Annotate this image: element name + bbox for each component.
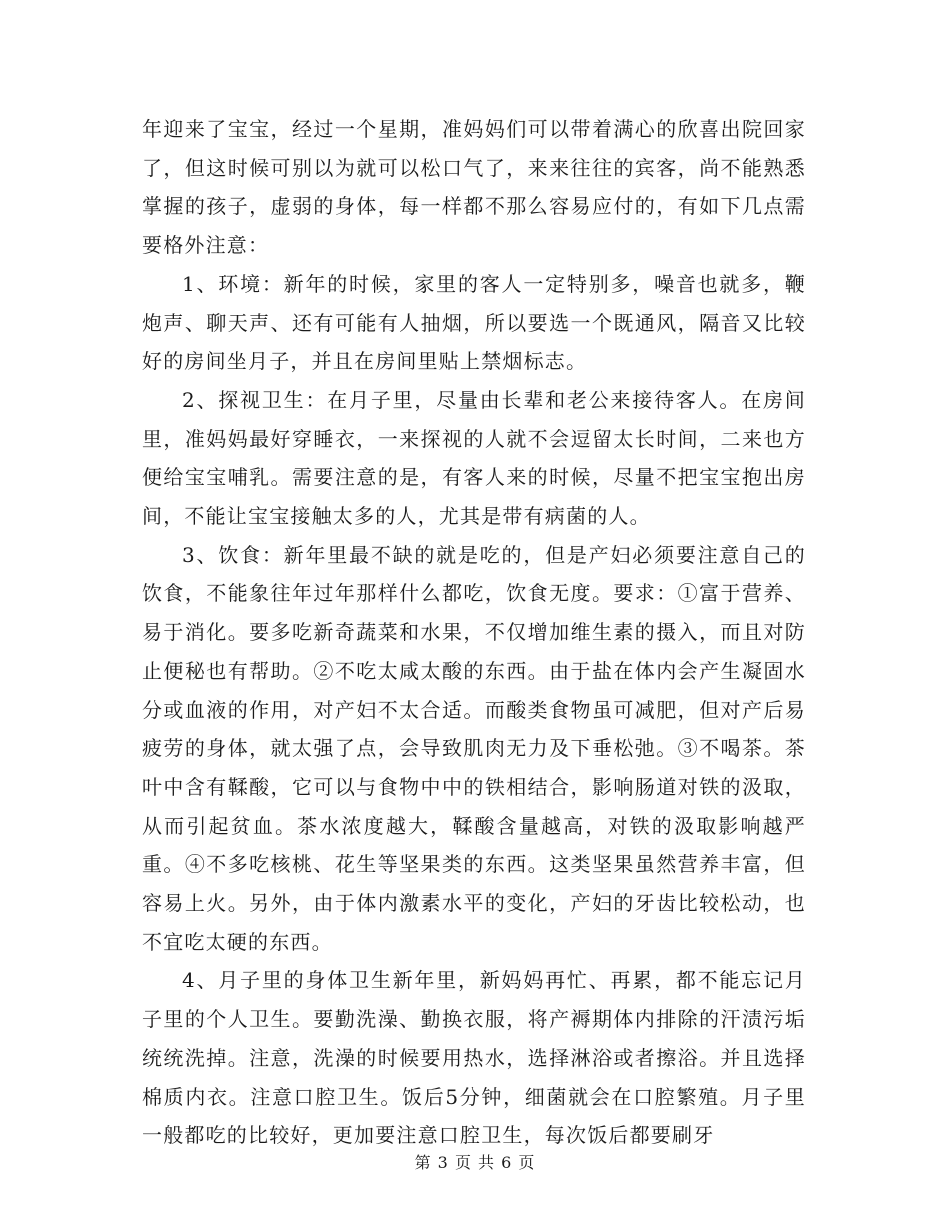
paragraph-diet: 3、饮食：新年里最不缺的就是吃的，但是产妇必须要注意自己的饮食，不能象往年过年那样什么都吃，饮食无度。要求：①富于营养、易于消化。要多吃新奇蔬菜和水果，不仅增加维生素的摄入，而且对防止便秘也有帮助。②不吃太咸太酸的东西。由于盐在体内会产生凝固水分或血液的作用，对产妇不太合适。而酸类食物虽可减肥，但对产后易疲劳的身体，就太强了点，会导致肌肉无力及下垂松弛。③不喝茶。茶叶中含有鞣酸，它可以与食物中中的铁相结合，影响肠道对铁的汲取，从而引起贫血。茶水浓度越大，鞣酸含量越高，对铁的汲取影响越严重。④不多吃核桃、花生等坚果类的东西。这类坚果虽然营养丰富，但容易上火。另外，由于体内激素水平的变化，产妇的牙齿比较松动，也不宜吃太硬的东西。 [142,542,806,954]
paragraph-visit-hygiene: 2、探视卫生：在月子里，尽量由长辈和老公来接待客人。在房间里，准妈妈最好穿睡衣，一来探视的人就不会逗留太长时间，二来也方便给宝宝哺乳。需要注意的是，有客人来的时候，尽量不把宝宝抱出房间，不能让宝宝接触太多的人，尤其是带有病菌的人。 [142,387,806,529]
page-number-label: 第 3 页 共 6 页 [414,1153,536,1172]
page-footer [0,1150,950,1173]
document-body [142,110,806,1155]
paragraph-environment: 1、环境：新年的时候，家里的客人一定特别多，噪音也就多，鞭炮声、聊天声、还有可能有人抽烟，所以要选一个既通风，隔音又比较好的房间坐月子，并且在房间里贴上禁烟标志。 [142,271,806,374]
paragraph-body-hygiene: 4、月子里的身体卫生新年里，新妈妈再忙、再累，都不能忘记月子里的个人卫生。要勤洗澡、勤换衣服，将产褥期体内排除的汗渍污垢统统洗掉。注意，洗澡的时候要用热水，选择淋浴或者擦浴。并且选择棉质内衣。注意口腔卫生。饭后5分钟，细菌就会在口腔繁殖。月子里一般都吃的比较好，更加要注意口腔卫生，每次饭后都要刷牙 [142,968,806,1148]
paragraph-intro: 年迎来了宝宝，经过一个星期，准妈妈们可以带着满心的欣喜出院回家了，但这时候可别以为就可以松口气了，来来往往的宾客，尚不能熟悉掌握的孩子，虚弱的身体，每一样都不那么容易应付的，有如下几点需要格外注意： [142,117,806,258]
